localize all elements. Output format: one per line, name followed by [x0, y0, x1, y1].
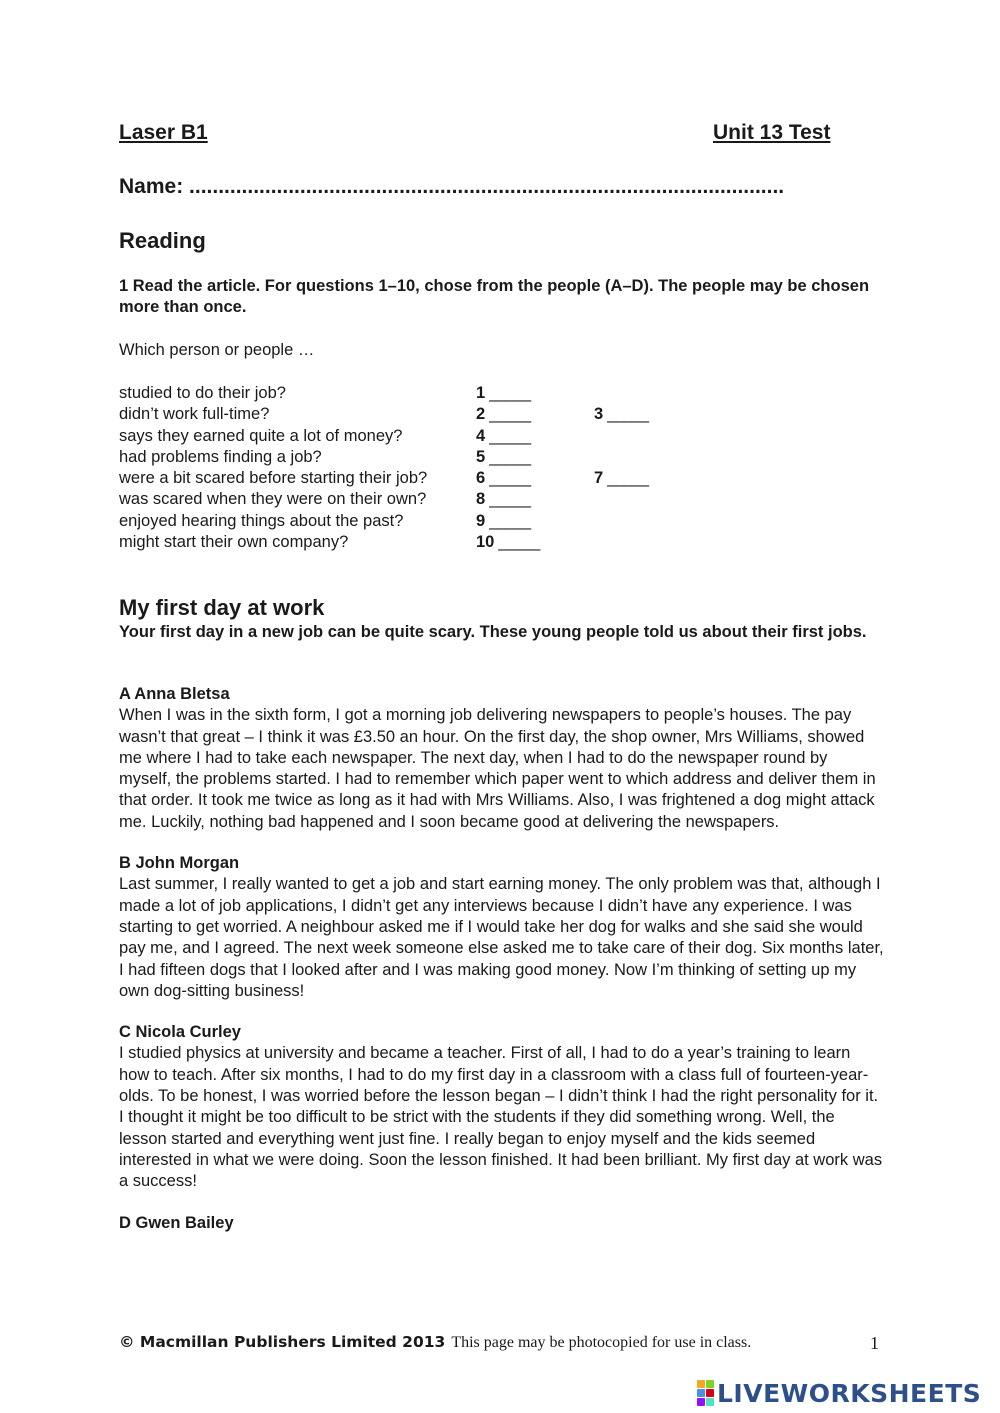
person-name: C Nicola Curley — [119, 1023, 241, 1042]
article-body — [119, 684, 884, 1254]
person-name: B John Morgan — [119, 854, 240, 873]
person-text: I studied physics at university and became a teacher. First of all, I had to do a year’s training to learn how to teach. After six months, I had to do my first day in a classroom with a class full of fourteen-year-olds. To be honest, I was worried before the lesson began – I didn’t think I had the right personality for it. I thought it might be too difficult to be strict with the students if they did something wrong. Well, the lesson started and everything went just fine. I really began to enjoy myself and the kids seemed interested in what we were doing. Soon the lesson finished. It had been brilliant. My first day at work was a success! — [119, 1044, 883, 1191]
logo-square — [697, 1398, 705, 1406]
question-number: 10 — [476, 533, 495, 552]
header-right: Unit 13 Test — [713, 121, 831, 144]
copyright-text: © Macmillan Publishers Limited 2013 — [119, 1333, 446, 1351]
logo-square — [697, 1389, 705, 1397]
reading-instruction: 1 Read the article. For questions 1–10, chose from the people (A–D). The people may be chosen more than once. — [119, 277, 870, 317]
question-number: 4 — [476, 426, 486, 445]
footer-copyright — [119, 1333, 751, 1352]
name-line: Name: ...................................................................................................... — [119, 175, 785, 198]
logo-square — [697, 1380, 705, 1388]
answer-blank: _____ — [498, 533, 540, 552]
photocopy-note: This page may be photocopied for use in class. — [451, 1334, 752, 1351]
answer-slot[interactable] — [476, 511, 530, 532]
question-number: 1 — [476, 384, 486, 402]
answer-blank: _____ — [607, 469, 649, 488]
answer-blank: _____ — [489, 426, 531, 445]
article-subtitle: Your first day in a new job can be quite scary. These young people told us about their first jobs. — [119, 623, 867, 641]
answer-slot[interactable] — [476, 489, 530, 510]
question-number: 3 — [594, 405, 604, 424]
answer-slot[interactable] — [476, 532, 539, 553]
answer-blank: _____ — [489, 405, 531, 424]
question-text: might start their own company? — [119, 533, 349, 552]
question-number: 7 — [594, 469, 604, 488]
logo-square — [706, 1389, 714, 1397]
question-number: 8 — [476, 490, 486, 509]
answer-blank: _____ — [489, 469, 531, 488]
question-text: studied to do their job? — [119, 384, 286, 402]
liveworksheets-logo-icon — [697, 1380, 714, 1406]
question-number: 2 — [476, 405, 486, 424]
person-name: D Gwen Bailey — [119, 1213, 234, 1232]
liveworksheets-watermark — [697, 1378, 981, 1408]
watermark-text: LIVEWORKSHEETS — [717, 1378, 982, 1408]
logo-square — [706, 1398, 714, 1406]
reading-lead: Which person or people … — [119, 341, 315, 359]
answer-slot[interactable] — [476, 383, 530, 404]
question-number: 6 — [476, 469, 486, 488]
person-section — [119, 684, 884, 833]
person-section — [119, 1213, 884, 1234]
person-text: Last summer, I really wanted to get a job and start earning money. The only problem was that, although I made a lot of job applications, I didn’t get any interviews because I didn’t have any experience. I was starting to get worried. A neighbour asked me if I would take her dog for walks and she said she would pay me, and I agreed. The next week someone else asked me to take care of their dog. Six months later, I had fifteen dogs that I looked after and I was making good money. Now I’m thinking of setting up my own dog-sitting business! — [119, 875, 884, 1000]
question-text: was scared when they were on their own? — [119, 490, 427, 509]
answer-blank: _____ — [489, 384, 531, 402]
person-text: When I was in the sixth form, I got a morning job delivering newspapers to people’s houses. The pay wasn’t that great – I think it was £3.50 an hour. On the first day, the shop owner, Mrs Williams, showed me where I had to take each newspaper. The next day, when I had to do the newspaper round by myself, the problems started. I had to remember which paper went to which address and deliver them in that order. It took me twice as long as it had with Mrs Williams. Also, I was frightened a dog might attack me. Luckily, nothing bad happened and I soon became good at delivering the newspapers. — [119, 706, 876, 831]
person-section — [119, 1022, 884, 1192]
answer-blank: _____ — [489, 511, 531, 530]
question-text: had problems finding a job? — [119, 447, 322, 466]
page-number: 1 — [870, 1333, 879, 1353]
header-left: Laser B1 — [119, 121, 208, 144]
answer-blank: _____ — [489, 447, 531, 466]
question-text: says they earned quite a lot of money? — [119, 426, 403, 445]
answer-blank: _____ — [607, 405, 649, 424]
answer-slot-second[interactable] — [594, 468, 648, 489]
answer-blank: _____ — [489, 490, 531, 509]
person-section — [119, 853, 884, 1002]
article-title: My first day at work — [119, 595, 325, 620]
answer-slot[interactable] — [476, 468, 530, 489]
question-text: enjoyed hearing things about the past? — [119, 511, 404, 530]
question-text: were a bit scared before starting their job? — [119, 469, 428, 488]
question-text: didn’t work full-time? — [119, 405, 270, 424]
answer-slot[interactable] — [476, 447, 530, 468]
answer-slot[interactable] — [476, 404, 530, 425]
person-name: A Anna Bletsa — [119, 685, 230, 703]
answer-slot[interactable] — [476, 426, 530, 447]
reading-title: Reading — [119, 228, 206, 253]
question-number: 9 — [476, 511, 486, 530]
logo-square — [706, 1380, 714, 1388]
answer-slot-second[interactable] — [594, 404, 648, 425]
question-number: 5 — [476, 447, 486, 466]
